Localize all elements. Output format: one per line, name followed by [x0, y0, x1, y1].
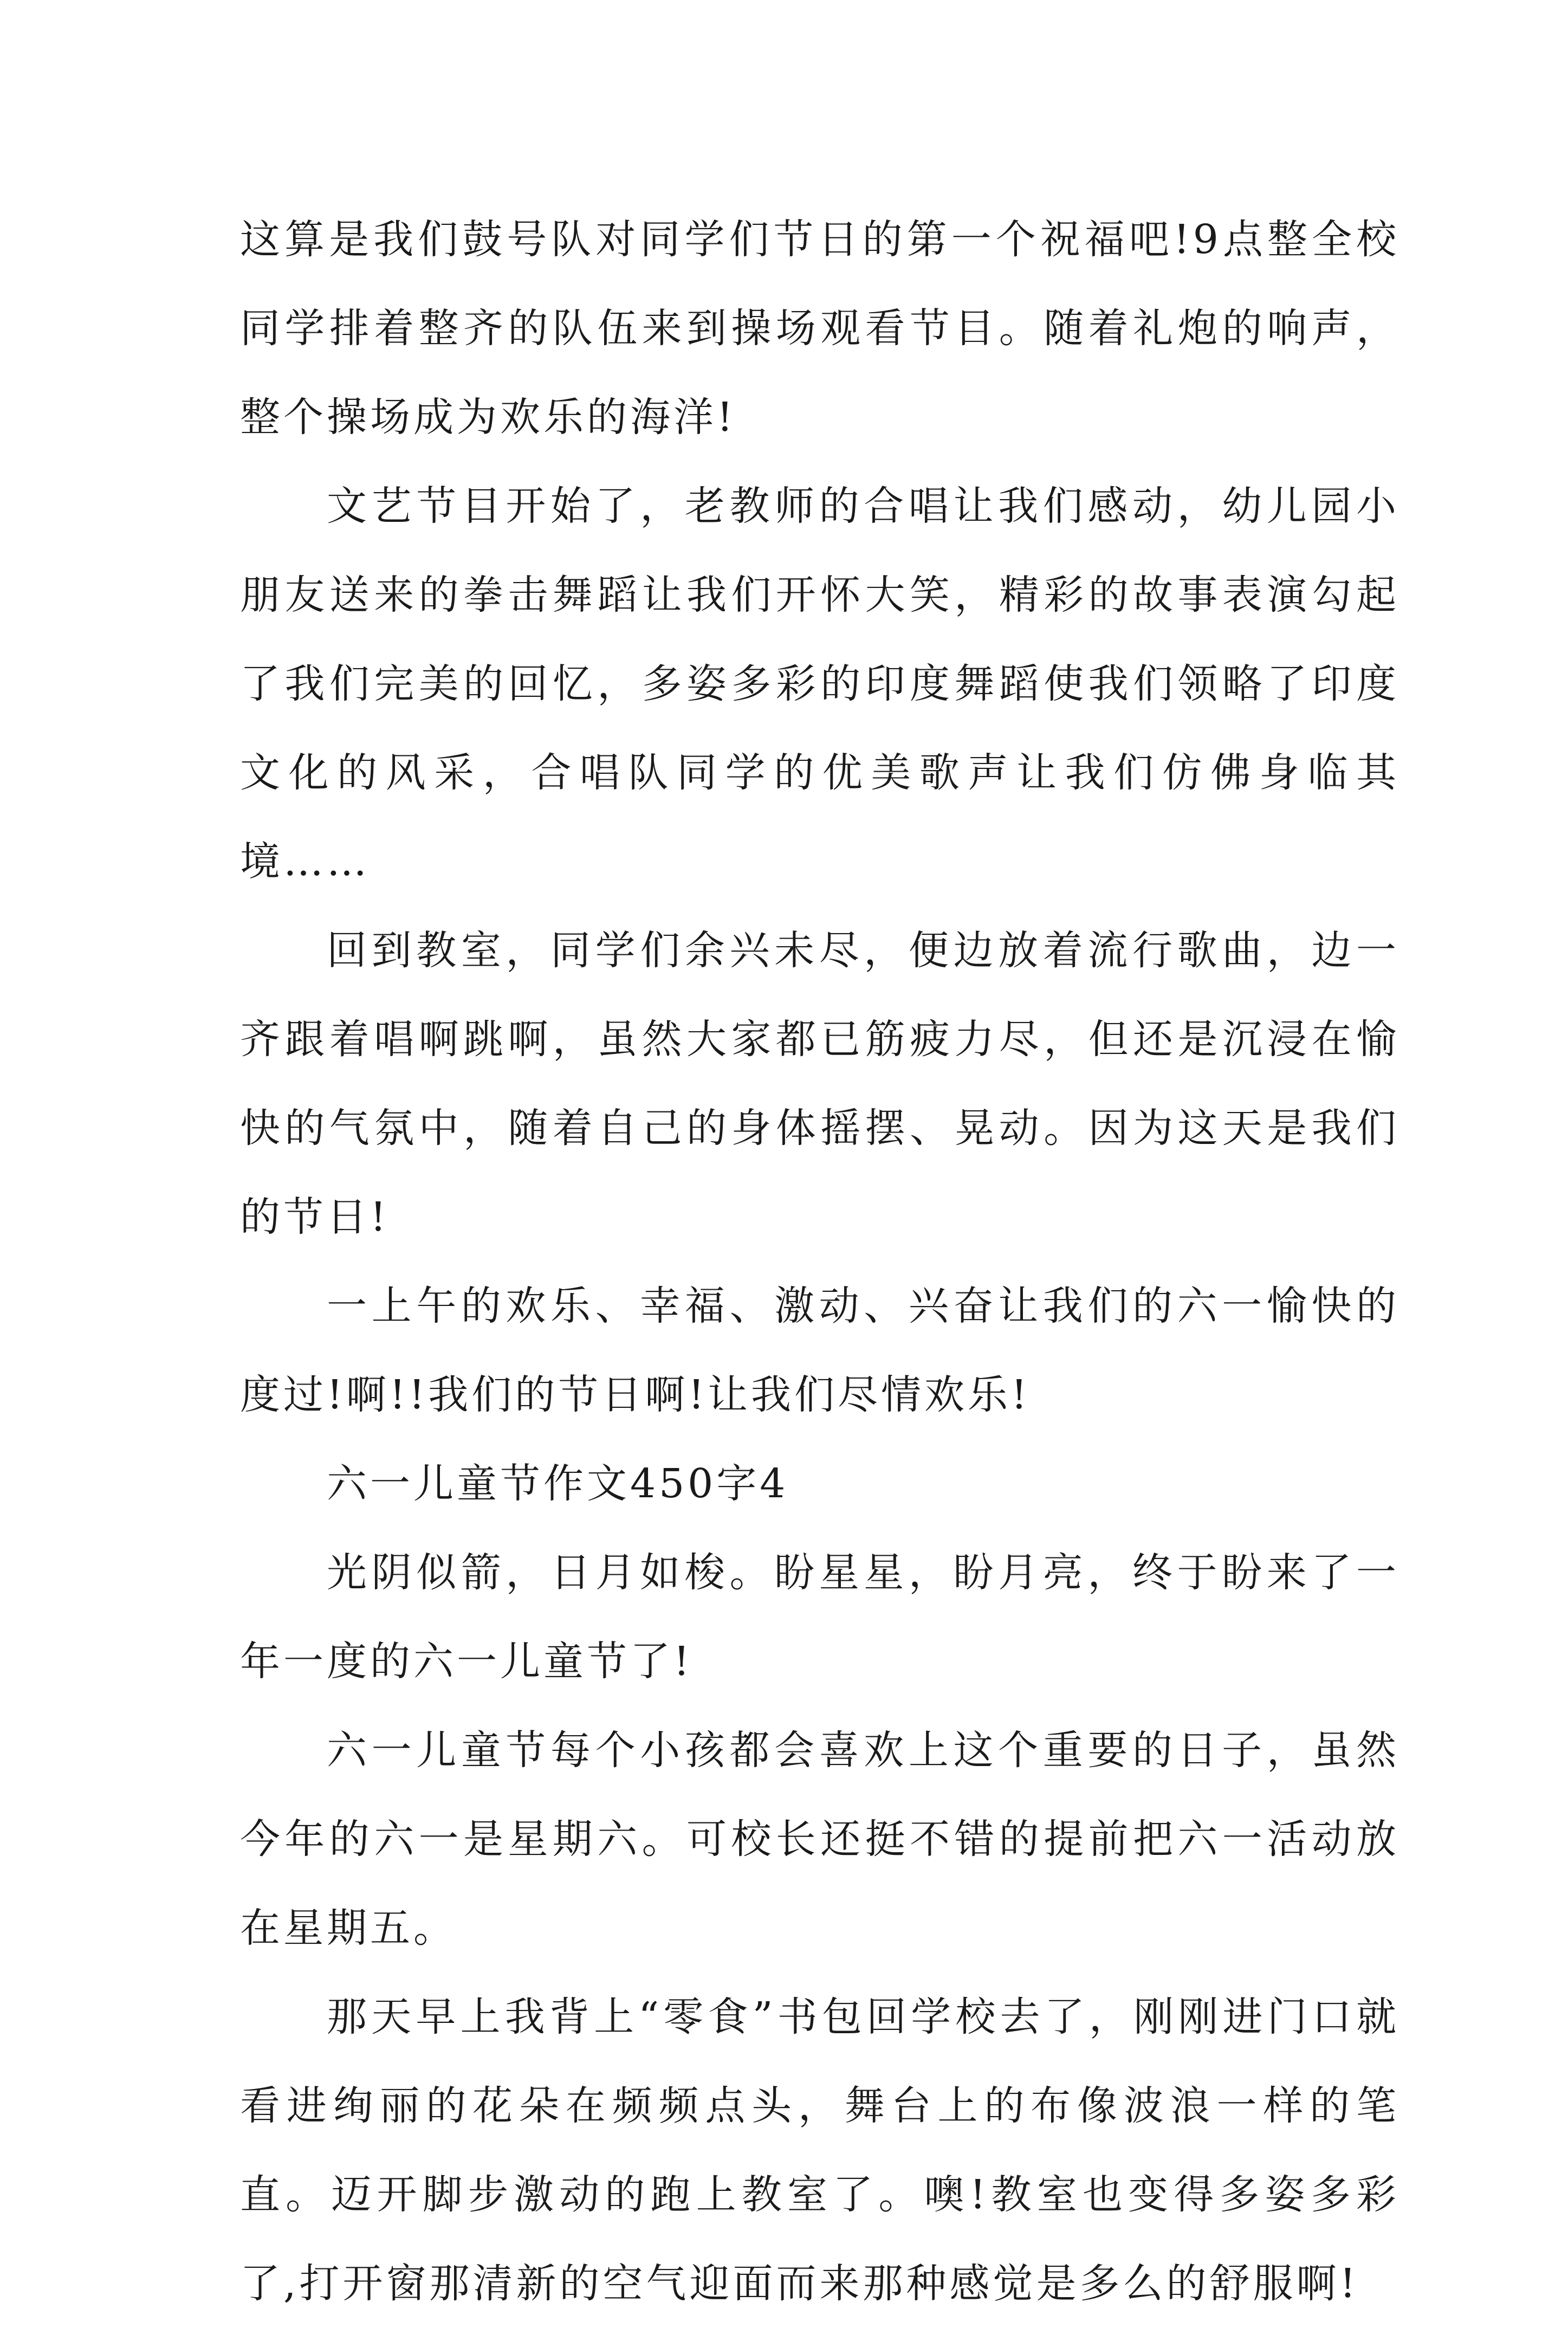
paragraph-4: 一上午的欢乐、幸福、激动、兴奋让我们的六一愉快的度过!啊!!我们的节日啊!让我们尽情欢乐! — [240, 1283, 1399, 1418]
body-text — [240, 195, 1399, 2328]
paragraph-3: 回到教室，同学们余兴未尽，便边放着流行歌曲，边一齐跟着唱啊跳啊，虽然大家都已筋疲力尽，但还是沉浸在愉快的气氛中，随着自己的身体摇摆、晃动。因为这天是我们的节日! — [240, 927, 1399, 1240]
paragraph-1: 这算是我们鼓号队对同学们节日的第一个祝福吧!9点整全校同学排着整齐的队伍来到操场观看节目。随着礼炮的响声，整个操场成为欢乐的海洋! — [240, 216, 1399, 441]
paragraph-5: 光阴似箭，日月如梭。盼星星，盼月亮，终于盼来了一年一度的六一儿童节了! — [240, 1549, 1399, 1685]
paragraph-2: 文艺节目开始了，老教师的合唱让我们感动，幼儿园小朋友送来的拳击舞蹈让我们开怀大笑，精彩的故事表演勾起了我们完美的回忆，多姿多彩的印度舞蹈使我们领略了印度文化的风采，合唱队同学的优美歌声让我们仿佛身临其境…… — [240, 483, 1399, 885]
paragraph-7: 那天早上我背上“零食”书包回学校去了，刚刚进门口就看进绚丽的花朵在频频点头，舞台上的布像波浪一样的笔直。迈开脚步激动的跑上教室了。噢!教室也变得多姿多彩了,打开窗那清新的空气迎面而来那种感觉是多么的舒服啊! — [240, 1994, 1399, 2307]
paragraph-6: 六一儿童节每个小孩都会喜欢上这个重要的日子，虽然今年的六一是星期六。可校长还挺不错的提前把六一活动放在星期五。 — [240, 1727, 1399, 1951]
section-heading: 六一儿童节作文450字4 — [327, 1460, 789, 1507]
